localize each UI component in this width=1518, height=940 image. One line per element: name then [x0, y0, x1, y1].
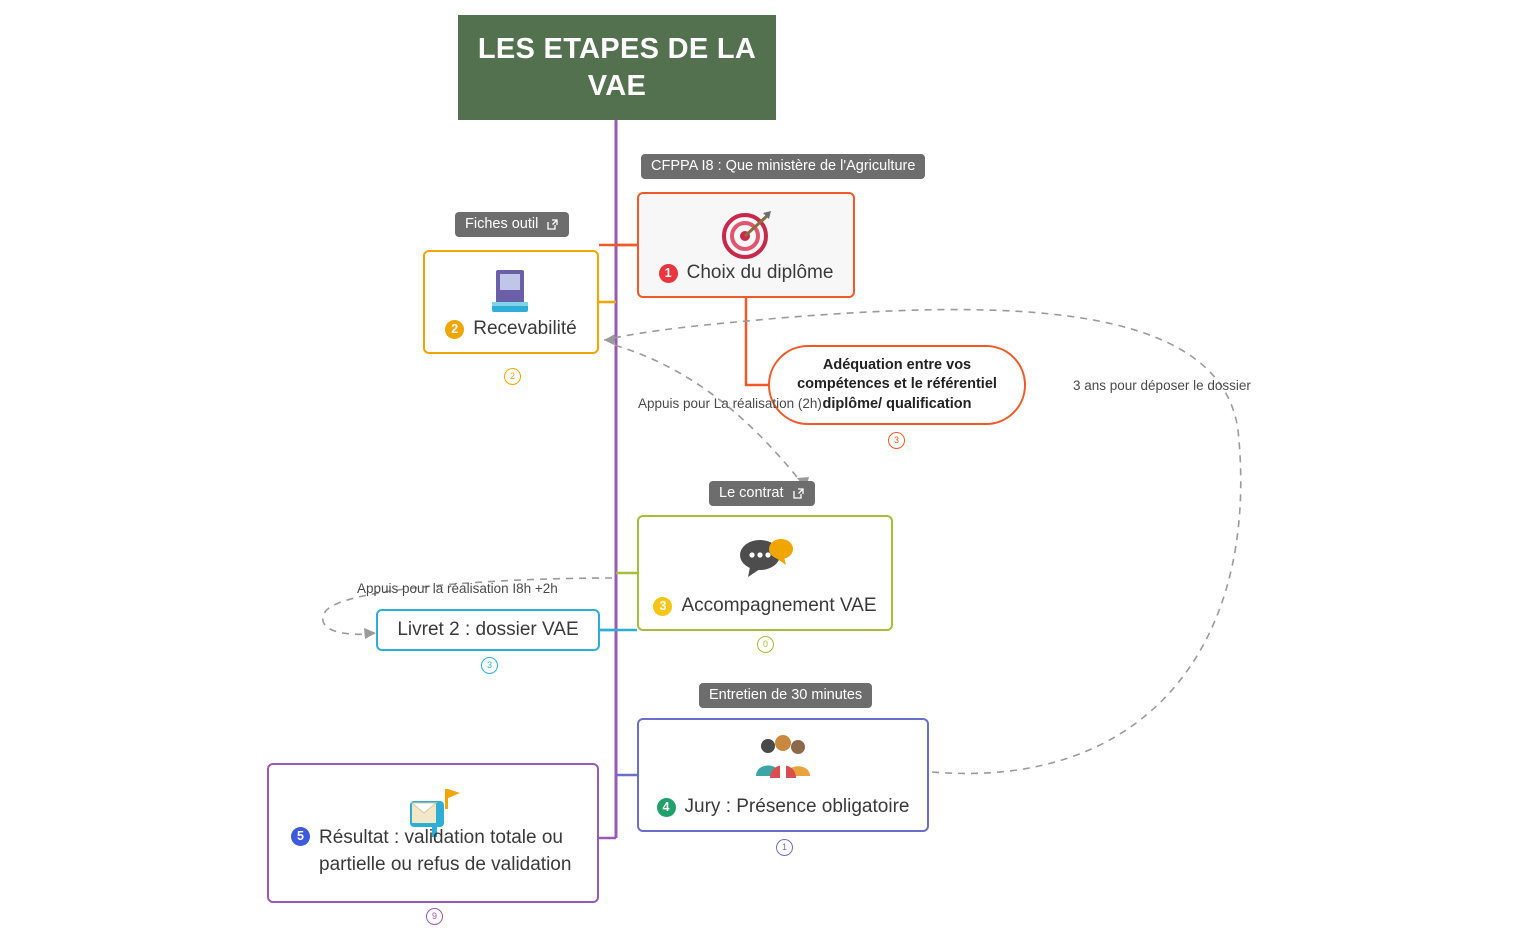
node-choix-label: Choix du diplôme [686, 262, 834, 283]
chip-entretien[interactable] [699, 683, 872, 708]
node-accompagnement-vae[interactable] [637, 515, 893, 631]
node-accompagnement-label-row [639, 595, 891, 617]
edge-label-appuis-18h: Appuis pour la réalisation I8h +2h [357, 581, 558, 596]
chip-cfppa-label: CFPPA I8 : Que ministère de l'Agriculture [651, 158, 916, 174]
external-link-icon[interactable] [546, 218, 559, 231]
counter-resultat[interactable]: 9 [426, 908, 443, 925]
node-resultat-label: Résultat : validation totale ou partielle ou refus de validation [319, 826, 572, 876]
node-resultat[interactable] [267, 763, 599, 903]
node-accompagnement-label: Accompagnement VAE [681, 595, 877, 616]
edge-label-appuis-2h: Appuis pour La réalisation (2h) [638, 396, 822, 411]
book-icon [425, 266, 597, 320]
node-jury[interactable] [637, 718, 929, 832]
arrow-appuis18h [364, 628, 376, 639]
node-resultat-label-row [269, 824, 597, 879]
node-adequation[interactable] [768, 345, 1026, 425]
people-icon [639, 734, 927, 786]
node-resultat-number: 5 [291, 827, 310, 846]
chip-entretien-label: Entretien de 30 minutes [709, 687, 863, 703]
chip-fiches-outil-label: Fiches outil [465, 216, 539, 232]
node-choix-du-diplome[interactable] [637, 192, 855, 298]
node-recevabilite-label: Recevabilité [473, 318, 577, 339]
counter-livret-2[interactable]: 3 [481, 657, 498, 674]
counter-adequation[interactable]: 3 [888, 432, 905, 449]
node-recevabilite[interactable] [423, 250, 599, 354]
counter-recevabilite[interactable]: 2 [504, 368, 521, 385]
chip-fiches-outil[interactable] [455, 212, 569, 237]
page-title: LES ETAPES DE LA VAE [458, 15, 776, 120]
node-choix-label-row [639, 262, 853, 284]
target-icon [639, 208, 853, 262]
node-livret-2[interactable] [376, 609, 600, 651]
node-recevabilite-number: 2 [445, 320, 464, 339]
chip-cfppa[interactable] [641, 154, 925, 179]
counter-accompagnement[interactable]: 0 [757, 636, 774, 653]
counter-jury[interactable]: 1 [776, 839, 793, 856]
node-jury-label-row [639, 796, 927, 818]
node-adequation-label: Adéquation entre vos compétences et le référentiel diplôme/ qualification [797, 356, 997, 412]
edge-label-3ans: 3 ans pour déposer le dossier [1073, 378, 1251, 393]
chat-bubbles-icon [639, 531, 891, 585]
chip-le-contrat-label: Le contrat [719, 485, 784, 501]
node-jury-number: 4 [657, 798, 676, 817]
node-choix-number: 1 [659, 264, 678, 283]
node-jury-label: Jury : Présence obligatoire [684, 796, 910, 817]
arrow-3ans [604, 334, 615, 345]
edge-choix-adequation [746, 298, 768, 385]
chip-le-contrat[interactable] [709, 481, 815, 506]
external-link-icon[interactable] [792, 487, 805, 500]
node-recevabilite-label-row [425, 318, 597, 340]
node-livret-2-label: Livret 2 : dossier VAE [397, 619, 579, 640]
node-accompagnement-number: 3 [653, 597, 672, 616]
